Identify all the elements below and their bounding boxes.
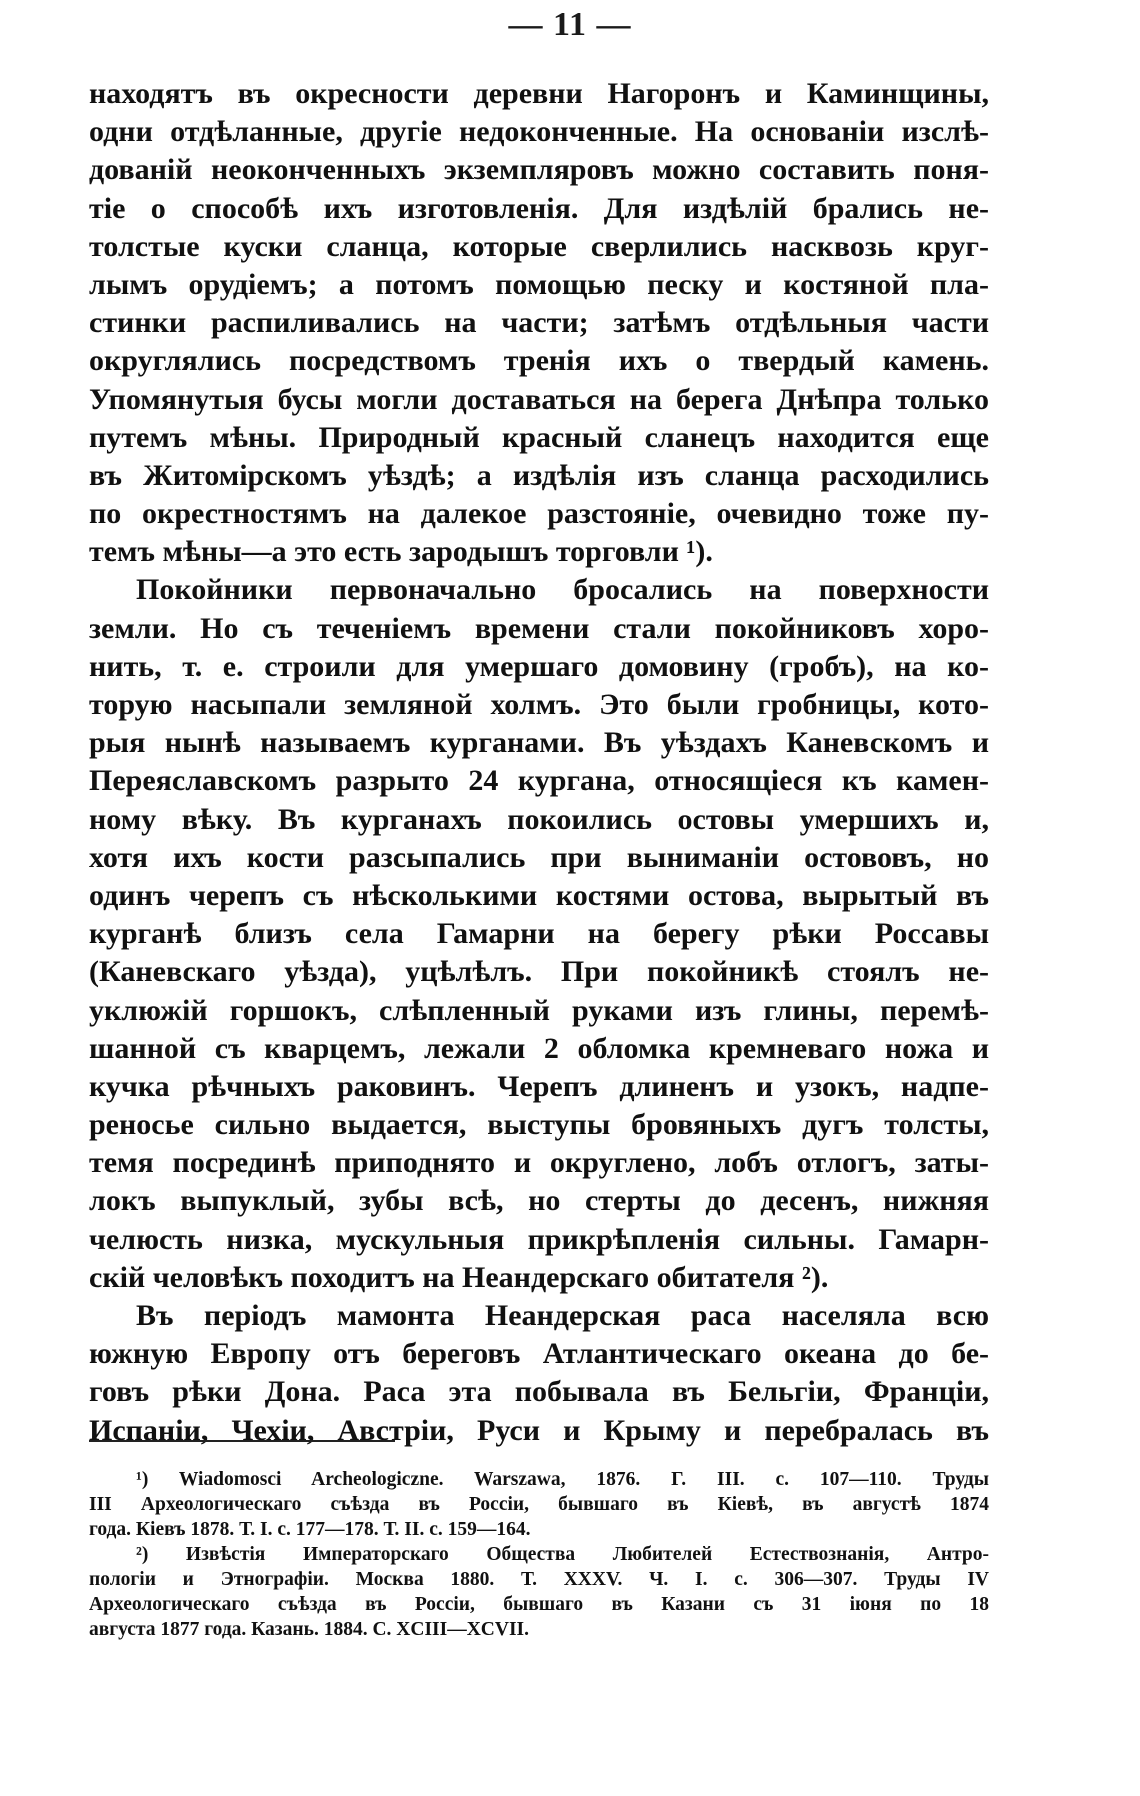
text-line: Переяславскомъ разрыто 24 кургана, относящіеся къ камен- xyxy=(89,764,989,798)
text-line: локъ выпуклый, зубы всѣ, но стерты до десенъ, нижняя xyxy=(89,1184,989,1218)
footnote xyxy=(89,1467,989,1542)
text-line: (Каневскаго уѣзда), уцѣлѣлъ. При покойникѣ стоялъ не- xyxy=(89,955,989,989)
text-line: Испаніи, Чехіи, Австріи, Руси и Крыму и перебралась въ xyxy=(89,1413,989,1447)
text-line: курганѣ близъ села Гамарни на берегу рѣки Россавы xyxy=(89,917,989,951)
text-line: темя посрединѣ приподнято и округлено, лобъ отлогъ, заты- xyxy=(89,1146,989,1180)
text-line: торую насыпали земляной холмъ. Это были гробницы, кото- xyxy=(89,688,989,721)
footnote-line: ¹) Wiadomosci Archeologiczne. Warszawa, 1876. Г. III. с. 107—110. Труды xyxy=(136,1469,989,1490)
text-line: шанной съ кварцемъ, лежали 2 обломка кремневаго ножа и xyxy=(89,1031,989,1065)
text-line: путемъ мѣны. Природный красный сланецъ находится еще xyxy=(89,420,989,454)
text-line: челюсть низка, мускульныя прикрѣпленія сильны. Гамарн- xyxy=(89,1222,989,1256)
text-line: темъ мѣны—а это есть зародышъ торговли ¹). xyxy=(89,535,713,569)
text-line: южную Европу отъ береговъ Атлантическаго океана до бе- xyxy=(89,1337,989,1371)
text-line: Упомянутыя бусы могли доставаться на берега Днѣпра только xyxy=(89,382,989,416)
page-number: — 11 — xyxy=(508,6,632,43)
text-line: ному вѣку. Въ курганахъ покоились остовы умершихъ и, xyxy=(89,802,989,836)
text-line: по окрестностямъ на далекое разстояніе, очевидно тоже пу- xyxy=(89,497,989,531)
footnote-line: года. Кіевъ 1878. Т. I. с. 177—178. Т. II. с. 159—164. xyxy=(89,1519,531,1540)
text-line: одинъ черепъ съ нѣсколькими костями остова, вырытый въ xyxy=(89,878,989,912)
footnote-line: пологіи и Этнографіи. Москва 1880. Т. XXXV. Ч. I. с. 306—307. Труды IV xyxy=(89,1569,989,1590)
footnotes xyxy=(89,1467,989,1642)
text-line: тіе о способѣ ихъ изготовленія. Для издѣлій брались не- xyxy=(89,191,989,225)
footnote-line: августа 1877 года. Казань. 1884. С. XCIII—XCVII. xyxy=(89,1619,530,1640)
text-line: земли. Но съ теченіемъ времени стали покойниковъ хоро- xyxy=(89,611,989,645)
text-line: одни отдѣланные, другіе недоконченные. На основаніи изслѣ- xyxy=(89,115,989,149)
text-line: дованій неоконченныхъ экземпляровъ можно составить поня- xyxy=(89,153,989,187)
text-line: толстые куски сланца, которые сверлились насквозь круг- xyxy=(89,229,989,263)
text-line: лымъ орудіемъ; а потомъ помощью песку и костяной пла- xyxy=(89,267,989,301)
text-line: реносье сильно выдается, выступы бровяныхъ дугъ толсты, xyxy=(89,1108,989,1142)
text-line: хотя ихъ кости разсыпались при выниманіи остововъ, но xyxy=(89,840,989,874)
text-line: уклюжій горшокъ, слѣпленный руками изъ глины, перемѣ- xyxy=(89,993,989,1027)
text-line: въ Житомірскомъ уѣздѣ; а издѣлія изъ сланца расходились xyxy=(89,458,989,492)
footnote-line: ²) Извѣстія Императорскаго Общества Любителей Естествознанія, Антро- xyxy=(136,1544,989,1565)
body-text xyxy=(89,75,989,1450)
text-line: находятъ въ окресности деревни Нагоронъ и Каминщины, xyxy=(89,77,989,110)
footnote xyxy=(89,1542,989,1642)
text-line: рыя нынѣ называемъ курганами. Въ уѣздахъ Каневскомъ и xyxy=(89,726,989,760)
text-line: кучка рѣчныхъ раковинъ. Черепъ длиненъ и узокъ, надпе- xyxy=(89,1069,989,1103)
text-line: говъ рѣки Дона. Раса эта побывала въ Бельгіи, Франціи, xyxy=(89,1375,989,1409)
paragraph xyxy=(89,571,989,1297)
text-line: Въ періодъ мамонта Неандерская раса населяла всю xyxy=(136,1299,989,1332)
footnote-line: Археологическаго съѣзда въ Россіи, бывшаго въ Казани съ 31 іюня по 18 xyxy=(89,1594,989,1615)
footnote-divider xyxy=(89,1440,395,1442)
text-line: округлялись посредствомъ тренія ихъ о твердый камень. xyxy=(89,344,989,378)
text-line: Покойники первоначально бросались на поверхности xyxy=(136,573,989,607)
footnote-line: III Археологическаго съѣзда въ Россіи, бывшаго въ Кіевѣ, въ августѣ 1874 xyxy=(89,1494,989,1515)
text-line: стинки распиливались на части; затѣмъ отдѣльныя части xyxy=(89,306,989,340)
text-line: скій человѣкъ походитъ на Неандерскаго обитателя ²). xyxy=(89,1260,829,1294)
text-line: нить, т. е. строили для умершаго домовину (гробъ), на ко- xyxy=(89,649,989,683)
paragraph xyxy=(89,75,989,571)
paragraph xyxy=(89,1297,989,1450)
